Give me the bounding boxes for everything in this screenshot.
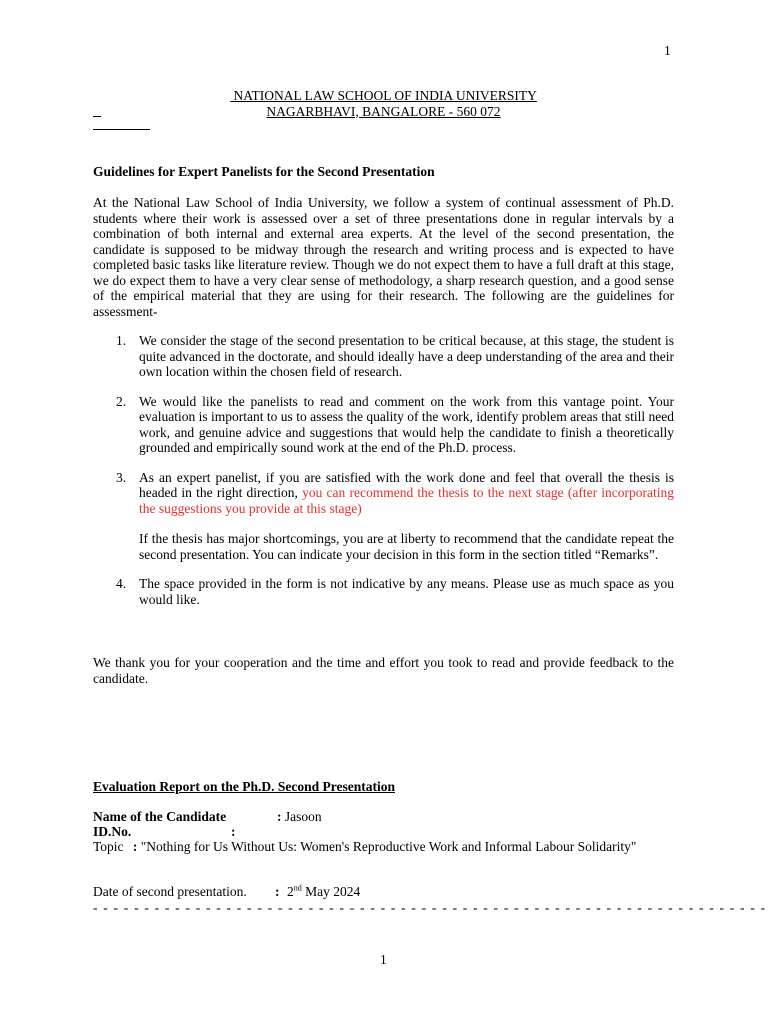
candidate-name-label: Name of the Candidate bbox=[93, 809, 227, 824]
guidelines-list bbox=[93, 333, 674, 607]
topic-value: "Nothing for Us Without Us: Women's Reproductive Work and Informal Labour Solidarity" bbox=[140, 839, 637, 854]
university-header bbox=[93, 88, 674, 119]
list-item-text: We consider the stage of the second presentation to be critical because, at this stage, the student is quite advanced in the doctorate, and should ideally have a deep understanding of the area and their own location within the chosen field of research. bbox=[139, 333, 674, 379]
candidate-name-field bbox=[277, 809, 322, 825]
intro-paragraph: At the National Law School of India University, we follow a system of continual assessment of Ph.D. students where their work is assessed over a set of three presentations done in regular intervals by a combination of both internal and external area experts. At the level of the second presentation, the candidate is supposed to be midway through the research and writing process and is expected to have completed basic tasks like literature review. Though we do not expect them to have a full draft at this stage, we do expect them to have a very clear sense of methodology, a sharp research question, and a good sense of the empirical material that they are using for their research. The following are the guidelines for assessment- bbox=[93, 195, 674, 319]
university-address: NAGARBHAVI, BANGALORE - 560 072 bbox=[266, 103, 501, 119]
list-number: 1. bbox=[116, 333, 127, 348]
list-item bbox=[93, 333, 674, 380]
list-item-text: We would like the panelists to read and comment on the work from this vantage point. Your evaluation is important to us to assess the quality of the work, identify problem areas that still need work, and genuine advice and suggestions that would help the candidate to finish a theoretically grounded and empirically sound work at the end of the Ph.D. process. bbox=[139, 393, 674, 455]
list-number: 3. bbox=[116, 469, 127, 485]
date-value bbox=[287, 884, 360, 900]
university-name: NATIONAL LAW SCHOOL OF INDIA UNIVERSITY bbox=[230, 88, 537, 103]
candidate-name-value: Jasoon bbox=[284, 809, 322, 824]
id-colon: : bbox=[231, 824, 236, 839]
short-rule bbox=[93, 129, 150, 130]
date-suffix: nd bbox=[293, 883, 302, 893]
date-label: Date of second presentation. bbox=[93, 884, 247, 899]
page-number-top: 1 bbox=[664, 43, 671, 58]
evaluation-title: Evaluation Report on the Ph.D. Second Presentation bbox=[93, 779, 396, 794]
date-colon: : bbox=[275, 884, 280, 899]
page-number-bottom: 1 bbox=[380, 952, 387, 967]
colon: : bbox=[277, 809, 282, 824]
guidelines-heading: Guidelines for Expert Panelists for the Second Presentation bbox=[93, 164, 435, 179]
recommendation-highlight: you can recommend the thesis to the next stage (after incorporating the suggestions you provide at this stage) bbox=[139, 485, 674, 516]
thanks-paragraph: We thank you for your cooperation and the time and effort you took to read and provide feedback to the candidate. bbox=[93, 655, 674, 686]
list-number: 2. bbox=[116, 393, 127, 409]
date-row bbox=[93, 883, 361, 900]
list-item bbox=[93, 576, 674, 607]
list-item-subparagraph: If the thesis has major shortcomings, you are at liberty to recommend that the candidate repeat the second presentation. You can indicate your decision in this form in the section titled “Remarks”. bbox=[139, 531, 674, 562]
list-number: 4. bbox=[116, 576, 127, 591]
date-month-year: May 2024 bbox=[301, 884, 361, 899]
candidate-name-row bbox=[93, 809, 322, 825]
id-label: ID.No. bbox=[93, 824, 132, 839]
list-item-text: As an expert panelist, if you are satisfied with the work done and feel that overall the thesis is headed in the right direction, bbox=[139, 469, 674, 500]
underline-mark bbox=[93, 104, 101, 117]
list-item bbox=[93, 394, 674, 456]
list-item-text: The space provided in the form is not indicative by any means. Please use as much space as you would like. bbox=[139, 576, 674, 607]
dashed-separator: - - - - - - - - - - - - - - - - - - - - - - - - - - - - - - - - - - - - - - - - - - - - - - - - - - - - - - - - - - - - - - - - - - bbox=[93, 900, 767, 915]
id-row bbox=[93, 824, 236, 840]
date-day: 2 bbox=[287, 884, 294, 899]
topic-row bbox=[93, 839, 636, 855]
topic-label: Topic bbox=[93, 839, 124, 854]
topic-colon: : bbox=[132, 839, 138, 854]
list-item bbox=[93, 470, 674, 563]
